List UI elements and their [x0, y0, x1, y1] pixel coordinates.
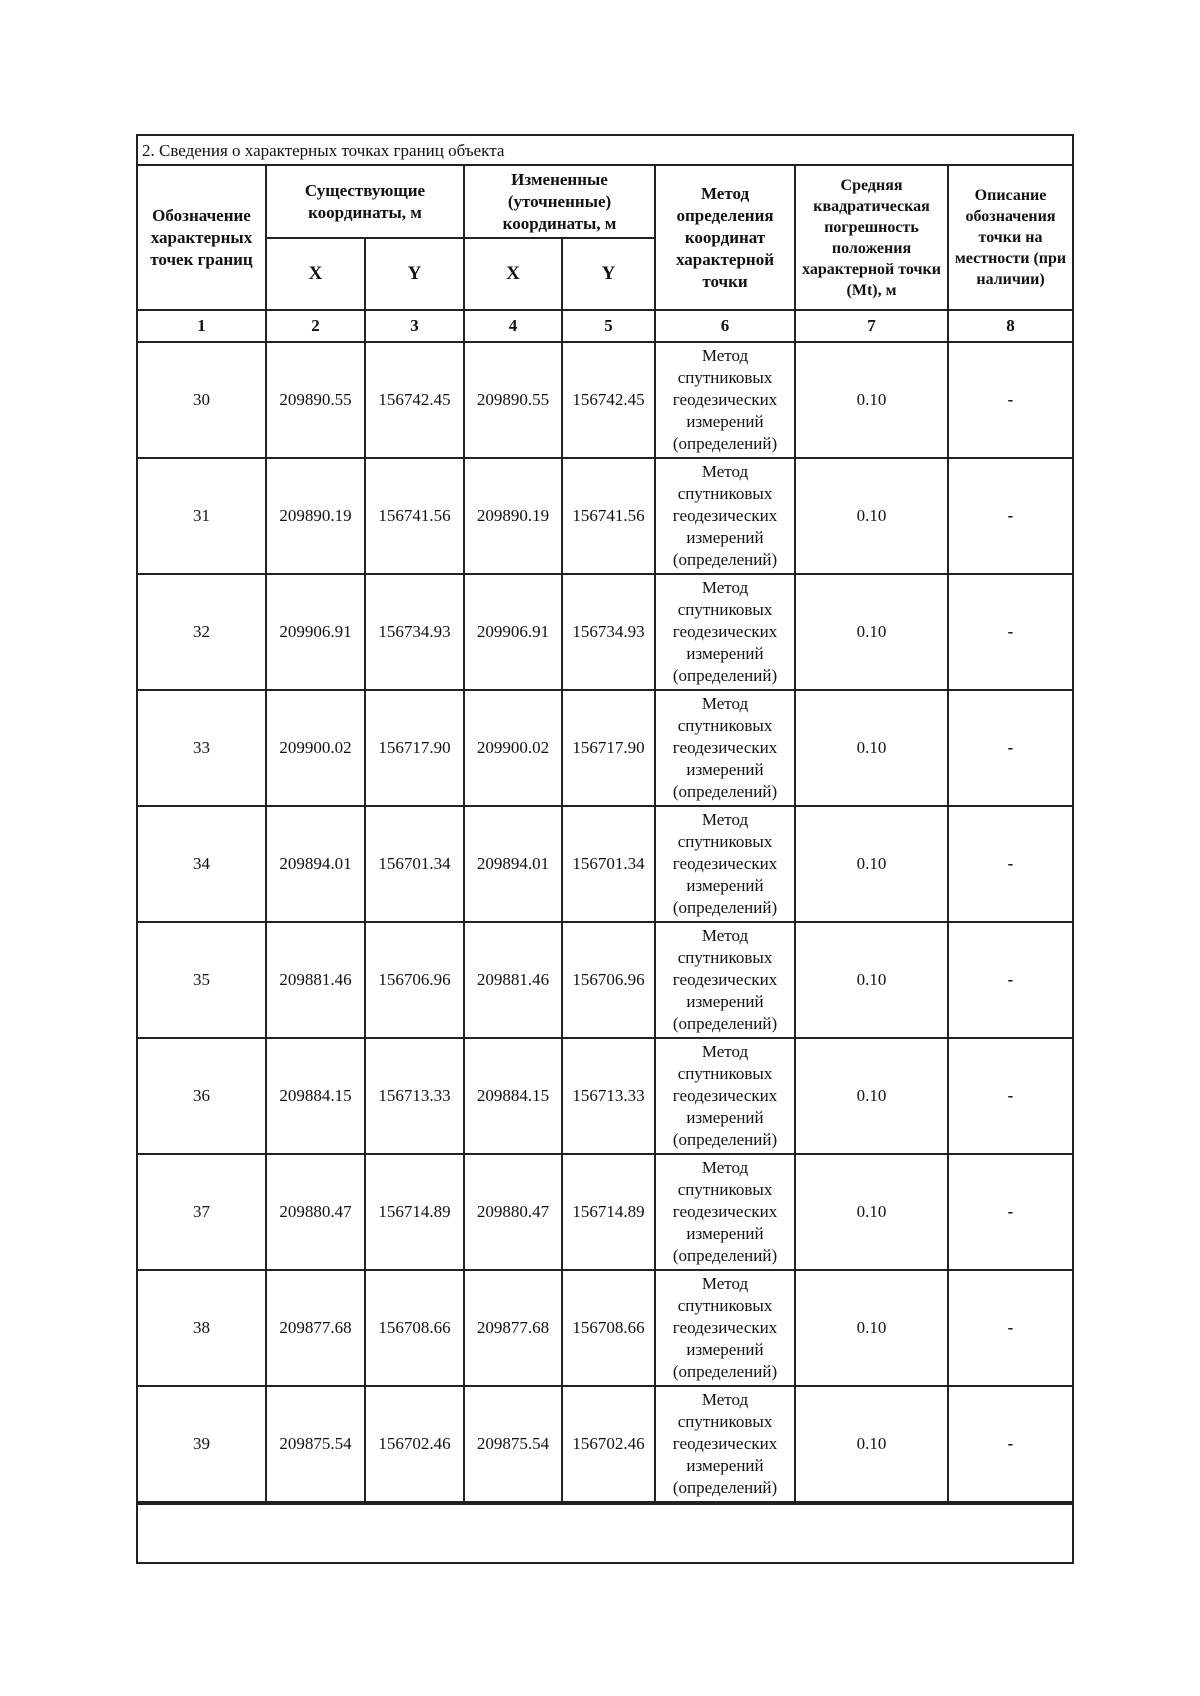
x-existing-cell: 209890.19: [266, 458, 365, 574]
column-number: 5: [562, 310, 655, 342]
y-changed-cell: 156741.56: [562, 458, 655, 574]
y-existing-cell: 156714.89: [365, 1154, 464, 1270]
error-cell: 0.10: [795, 1038, 948, 1154]
description-cell: -: [948, 690, 1072, 806]
description-cell: -: [948, 1154, 1072, 1270]
header-x-changed: X: [464, 238, 562, 310]
error-cell: 0.10: [795, 574, 948, 690]
section-title: 2. Сведения о характерных точках границ объекта: [138, 136, 1072, 166]
point-number-cell: 36: [138, 1038, 266, 1154]
y-existing-cell: 156708.66: [365, 1270, 464, 1386]
x-changed-cell: 209875.54: [464, 1386, 562, 1502]
method-cell: Метод спутниковых геодезических измерений (определений): [655, 690, 795, 806]
column-number: 8: [948, 310, 1072, 342]
x-changed-cell: 209881.46: [464, 922, 562, 1038]
y-existing-cell: 156706.96: [365, 922, 464, 1038]
x-existing-cell: 209881.46: [266, 922, 365, 1038]
y-changed-cell: 156713.33: [562, 1038, 655, 1154]
x-existing-cell: 209890.55: [266, 342, 365, 458]
y-changed-cell: 156701.34: [562, 806, 655, 922]
description-cell: -: [948, 342, 1072, 458]
point-number-cell: 34: [138, 806, 266, 922]
point-number-cell: 31: [138, 458, 266, 574]
x-changed-cell: 209884.15: [464, 1038, 562, 1154]
description-cell: -: [948, 1038, 1072, 1154]
point-number-cell: 35: [138, 922, 266, 1038]
error-cell: 0.10: [795, 922, 948, 1038]
header-y-existing: Y: [365, 238, 464, 310]
point-number-cell: 38: [138, 1270, 266, 1386]
y-existing-cell: 156741.56: [365, 458, 464, 574]
x-changed-cell: 209890.55: [464, 342, 562, 458]
x-changed-cell: 209877.68: [464, 1270, 562, 1386]
header-description: Описание обозначения точки на местности (при наличии): [948, 166, 1072, 310]
description-cell: -: [948, 1386, 1072, 1502]
description-cell: -: [948, 806, 1072, 922]
description-cell: -: [948, 1270, 1072, 1386]
error-cell: 0.10: [795, 1154, 948, 1270]
column-number-row: [138, 310, 1072, 342]
x-changed-cell: 209880.47: [464, 1154, 562, 1270]
table-row: [138, 1038, 1072, 1154]
method-cell: Метод спутниковых геодезических измерений (определений): [655, 922, 795, 1038]
description-cell: -: [948, 574, 1072, 690]
y-existing-cell: 156734.93: [365, 574, 464, 690]
y-existing-cell: 156713.33: [365, 1038, 464, 1154]
method-cell: Метод спутниковых геодезических измерений (определений): [655, 574, 795, 690]
point-number-cell: 33: [138, 690, 266, 806]
header-designation: Обозначение характерных точек границ: [138, 166, 266, 310]
error-cell: 0.10: [795, 806, 948, 922]
column-number: 6: [655, 310, 795, 342]
point-number-cell: 37: [138, 1154, 266, 1270]
table-row: [138, 458, 1072, 574]
method-cell: Метод спутниковых геодезических измерений (определений): [655, 1154, 795, 1270]
y-changed-cell: 156717.90: [562, 690, 655, 806]
point-number-cell: 32: [138, 574, 266, 690]
y-existing-cell: 156742.45: [365, 342, 464, 458]
header-row: [138, 166, 1072, 238]
y-changed-cell: 156734.93: [562, 574, 655, 690]
x-changed-cell: 209906.91: [464, 574, 562, 690]
point-number-cell: 30: [138, 342, 266, 458]
x-changed-cell: 209900.02: [464, 690, 562, 806]
table-row: [138, 1154, 1072, 1270]
error-cell: 0.10: [795, 1386, 948, 1502]
error-cell: 0.10: [795, 1270, 948, 1386]
boundary-points-table: [138, 166, 1072, 1503]
x-changed-cell: 209894.01: [464, 806, 562, 922]
column-number: 7: [795, 310, 948, 342]
method-cell: Метод спутниковых геодезических измерений (определений): [655, 1038, 795, 1154]
y-changed-cell: 156708.66: [562, 1270, 655, 1386]
y-existing-cell: 156717.90: [365, 690, 464, 806]
x-existing-cell: 209884.15: [266, 1038, 365, 1154]
column-number: 4: [464, 310, 562, 342]
method-cell: Метод спутниковых геодезических измерений (определений): [655, 1270, 795, 1386]
table-row: [138, 690, 1072, 806]
point-number-cell: 39: [138, 1386, 266, 1502]
document-frame: [136, 134, 1074, 1564]
method-cell: Метод спутниковых геодезических измерений (определений): [655, 1386, 795, 1502]
method-cell: Метод спутниковых геодезических измерений (определений): [655, 458, 795, 574]
table-row: [138, 342, 1072, 458]
column-number: 2: [266, 310, 365, 342]
header-changed-coords: Измененные (уточненные) координаты, м: [464, 166, 655, 238]
x-existing-cell: 209900.02: [266, 690, 365, 806]
header-existing-coords: Существующие координаты, м: [266, 166, 464, 238]
table-body: [138, 342, 1072, 1502]
empty-footer-row: [138, 1503, 1072, 1563]
description-cell: -: [948, 922, 1072, 1038]
table-row: [138, 1386, 1072, 1502]
y-changed-cell: 156742.45: [562, 342, 655, 458]
error-cell: 0.10: [795, 690, 948, 806]
x-existing-cell: 209877.68: [266, 1270, 365, 1386]
y-changed-cell: 156706.96: [562, 922, 655, 1038]
table-row: [138, 1270, 1072, 1386]
description-cell: -: [948, 458, 1072, 574]
x-existing-cell: 209906.91: [266, 574, 365, 690]
method-cell: Метод спутниковых геодезических измерений (определений): [655, 806, 795, 922]
x-existing-cell: 209880.47: [266, 1154, 365, 1270]
column-number: 1: [138, 310, 266, 342]
x-changed-cell: 209890.19: [464, 458, 562, 574]
header-x-existing: X: [266, 238, 365, 310]
error-cell: 0.10: [795, 342, 948, 458]
error-cell: 0.10: [795, 458, 948, 574]
column-number: 3: [365, 310, 464, 342]
table-row: [138, 574, 1072, 690]
method-cell: Метод спутниковых геодезических измерений (определений): [655, 342, 795, 458]
header-method: Метод определения координат характерной точки: [655, 166, 795, 310]
y-existing-cell: 156702.46: [365, 1386, 464, 1502]
table-row: [138, 922, 1072, 1038]
y-changed-cell: 156714.89: [562, 1154, 655, 1270]
y-changed-cell: 156702.46: [562, 1386, 655, 1502]
header-error: Средняя квадратическая погрешность положения характерной точки (Mt), м: [795, 166, 948, 310]
y-existing-cell: 156701.34: [365, 806, 464, 922]
table-row: [138, 806, 1072, 922]
header-y-changed: Y: [562, 238, 655, 310]
x-existing-cell: 209894.01: [266, 806, 365, 922]
x-existing-cell: 209875.54: [266, 1386, 365, 1502]
